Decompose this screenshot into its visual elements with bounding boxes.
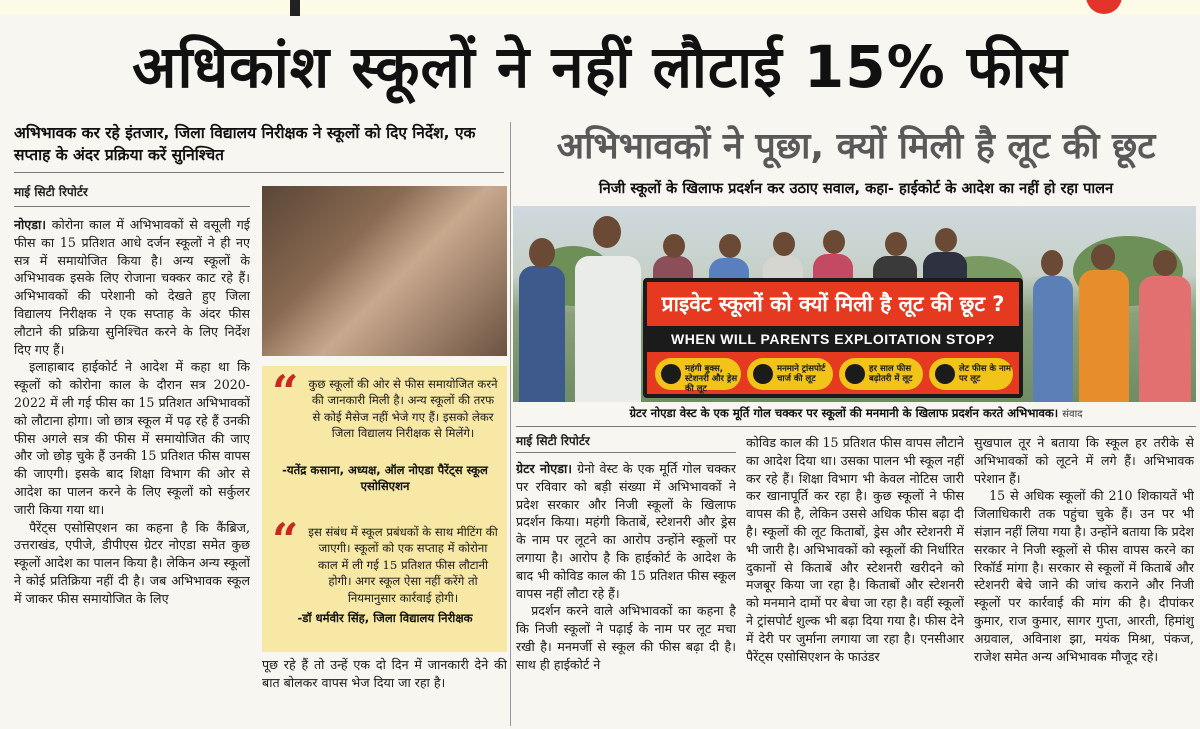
- left-article-continued: [262, 656, 507, 726]
- left-para-4: पूछ रहे हैं तो उन्हें एक दो दिन में जानकारी देने की बात बोलकर वापस भेज दिया जा रहा है।: [262, 657, 507, 690]
- banner-chip-text: लेट फीस के नाम पर लूट: [959, 364, 1011, 384]
- banner-chip: [929, 358, 1013, 390]
- quote-2-text: इस संबंध में स्कूल प्रबंधकों के साथ मीटिंग की जाएगी। स्कूलों को एक सप्ताह में कोरोना काल में ली गई 15 प्रतिशत फीस लौटानी होगी। अगर स्कूल ऐसा नहीं करेंगे तो नियमानुसार कार्रवाई होगी।: [308, 525, 498, 605]
- left-subheadline: अभिभावक कर रहे इंतजार, जिला विद्यालय निरीक्षक ने स्कूलों को दिए निर्देश, एक सप्ताह के अंदर प्रक्रिया करें सुनिश्चित: [14, 124, 476, 164]
- chip-icon: [753, 364, 773, 384]
- protester-head: [1153, 250, 1177, 276]
- caption-text: ग्रेटर नोएडा वेस्ट के एक मूर्ति गोल चक्कर पर स्कूलों की मनमानी के खिलाफ प्रदर्शन करते अभिभावक।: [629, 406, 1059, 420]
- right-para-3: कोविड काल की 15 प्रतिशत फीस वापस लौटाने का आदेश दिया था। उसका पालन भी स्कूल नहीं कर रहे हैं। शिक्षा विभाग भी केवल नोटिस जारी कर खानापूर्ति कर रहा है। कुछ स्कूलों ने फीस वापस की है, लेकिन उससे अधिक फीस बढ़ा दी है। स्कूलों की लूट किताबों, ड्रेस और स्टेशनरी में भी जारी है। अभिभावकों को स्कूलों की निर्धारित दुकानों से किताबें और स्टेशनरी खरीदने को मजबूर किया जा रहा है। किताबों और स्टेशनरी को मनमाने दामों पर बेचा जा रहा है। वहीं स्कूलों ने ट्रांसपोर्ट शुल्क भी बढ़ा दिया गया है। फीस देने में देरी पर जुर्माना लगाया जा रहा है। एनसीआर पैरेंट्स एसोसिएशन के फाउंडर: [746, 435, 964, 664]
- right-para-1: [516, 460, 736, 602]
- protester-head: [663, 234, 685, 258]
- protester-head: [773, 232, 795, 256]
- right-byline: माई सिटी रिपोर्टर: [516, 434, 590, 448]
- page-headline: अधिकांश स्कूलों ने नहीं लौटाई 15% फीस: [132, 33, 1068, 101]
- quote-mark-icon: “: [272, 365, 299, 419]
- protester-head: [593, 216, 621, 248]
- right-para-5: 15 से अधिक स्कूलों की 210 शिकायतें भी जिलाधिकारी तक पहुंचा चुके हैं। उन पर भी संज्ञान नहीं लिया गया है। उन्होंने बताया कि प्रदेश सरकार ने निजी स्कूलों से फीस वापस करने का रिकॉर्ड मांगा है। सरकार से स्कूलों में किताबें और स्टेशनरी बेचे जाने की जांच कराने और निजी स्कूलों पर कार्रवाई की मांग की है। दीपांकर कुमार, राज कुमार, सागर गुप्ता, आरती, हिमांशु अग्रवाल, अविनाश झा, मयंक मिश्रा, पंकज, राजेश समेत अन्य अभिभावक मौजूद रहे।: [974, 488, 1194, 664]
- column-divider: [510, 122, 511, 726]
- protester: [519, 266, 565, 402]
- chip-icon: [661, 364, 681, 384]
- chip-icon: [935, 364, 955, 384]
- quote-box: [262, 366, 507, 652]
- right-article-column-2: [746, 434, 964, 726]
- banner-chip: [839, 358, 923, 390]
- protester-head: [1091, 244, 1115, 270]
- caption-source: संवाद: [1062, 409, 1083, 420]
- right-article-column-3: [974, 434, 1194, 726]
- chip-icon: [845, 364, 865, 384]
- banner-chip: [655, 358, 741, 394]
- right-article-column-1: [516, 460, 736, 726]
- protester-head: [885, 232, 907, 256]
- protester: [1079, 270, 1129, 402]
- quote-2-attribution: -डॉ धर्मवीर सिंह, जिला विद्यालय निरीक्षक: [297, 611, 473, 625]
- right-para-4: सुखपाल तूर ने बताया कि स्कूल हर तरीके से अभिभावकों को लूटने में लगे हैं। अभिभावक परेशान हैं।: [974, 435, 1194, 486]
- banner-chip: [747, 358, 833, 390]
- quote-mark-icon: “: [272, 513, 299, 567]
- protester: [1139, 276, 1191, 402]
- quote-1-attribution: -यतेंद्र कसाना, अध्यक्ष, ऑल नोएडा पैरेंट्स स्कूल एसोसिएशन: [282, 463, 488, 493]
- protester-head: [529, 238, 555, 268]
- top-band: [0, 0, 1200, 14]
- protester-head: [719, 234, 741, 258]
- right-para-2: प्रदर्शन करने वाले अभिभावकों का कहना है कि निजी स्कूलों ने पढ़ाई के नाम पर लूट मचा रखी है। मनमर्जी से स्कूल की फीस बढ़ा दी है। साथ ही हाईकोर्ट ने: [516, 603, 736, 672]
- banner-chip-text: हर साल फीस बढ़ोतरी में लूट: [869, 364, 913, 384]
- quote-1-text: कुछ स्कूलों की ओर से फीस समायोजित करने की जानकारी मिली है। अन्य स्कूलों की तरफ से कोई मैसेज नहीं भेजे गए हैं। इसको लेकर जिला विद्यालय निरीक्षक से मिलेंगे।: [308, 377, 498, 441]
- protester-head: [1041, 250, 1063, 276]
- left-para-2: इलाहाबाद हाईकोर्ट ने आदेश में कहा था कि स्कूलों को कोरोना काल के दौरान सत्र 2020-2022 में ली गई फीस का 15 प्रतिशत अभिभावकों को लौटाना होगा। जो छात्र स्कूल में पढ़ रहे हैं उनकी फीस अगले सत्र की फीस में समायोजित की जाए और जो छोड़ चुके हैं उनकी 15 प्रतिशत फीस वापस की जाएगी। इसके बाद शिक्षा विभाग की ओर से आदेश का पालन करने के लिए स्कूलों को सर्कुलर जारी किया गया था।: [14, 359, 250, 517]
- right-subheadline: निजी स्कूलों के खिलाफ प्रदर्शन कर उठाए सवाल, कहा- हाईकोर्ट के आदेश का नहीं हो रहा पालन: [598, 180, 1114, 197]
- left-para-1-text: कोरोना काल में अभिभावकों से वसूली गई फीस का 15 प्रतिशत आधे दर्जन स्कूलों ने ही नए सत्र में समायोजित किया है। अन्य स्कूलों के अभिभावक इसके लिए रोजाना चक्कर काट रहे हैं। अभिभावकों की परेशानी को देखते हुए जिला विद्यालय निरीक्षक ने एक सप्ताह के अंदर फीस लौटाने की प्रक्रिया सुनिश्चित करने के लिए निर्देश दिए गए हैं।: [14, 217, 250, 357]
- right-headline: अभिभावकों ने पूछा, क्यों मिली है लूट की छूट: [556, 126, 1156, 167]
- banner-chip-text: मनमाने ट्रांसपोर्ट चार्ज की लूट: [777, 364, 826, 384]
- right-para-1-text: ग्रेनो वेस्ट के एक मूर्ति गोल चक्कर पर रविवार को बड़ी संख्या में अभिभावकों ने प्रदेश सरकार और निजी स्कूलों के खिलाफ प्रदर्शन किया। महंगी किताबें, स्टेशनरी और ड्रेस के नाम पर लूटने का आरोप उन्होंने स्कूलों पर लगाया है। आरोप है कि हाईकोर्ट के आदेश के बाद भी कोविड काल की 15 प्रतिशत फीस स्कूल वापस नहीं लौटा रहे हैं।: [516, 461, 736, 601]
- protest-banner: [643, 278, 1023, 398]
- protester-head: [823, 230, 845, 254]
- right-dateline: ग्रेटर नोएडा।: [516, 461, 573, 476]
- left-byline: माई सिटी रिपोर्टर: [14, 185, 88, 199]
- top-marker: [290, 0, 300, 16]
- protester: [575, 256, 641, 402]
- money-photo: [262, 186, 507, 356]
- protester: [1033, 276, 1073, 402]
- banner-english-text: WHEN WILL PARENTS EXPLOITATION STOP?: [671, 331, 995, 347]
- left-article-column-1: [14, 216, 250, 652]
- left-para-1: [14, 216, 250, 358]
- protest-photo: [513, 206, 1196, 402]
- left-subhead-rule: [14, 172, 504, 173]
- caption-rule: [516, 426, 1196, 427]
- protester-head: [935, 228, 957, 252]
- photo-caption: [516, 404, 1196, 424]
- left-dateline: नोएडा।: [14, 217, 46, 232]
- banner-chip-text: महंगी बुक्स, स्टेशनरी और ड्रेस की लूट: [685, 364, 738, 394]
- left-byline-rule: [14, 206, 250, 207]
- right-byline-rule: [516, 452, 736, 453]
- banner-title: प्राइवेट स्कूलों को क्यों मिली है लूट की छूट ?: [661, 292, 1005, 316]
- left-para-3: पैरेंट्स एसोसिएशन का कहना है कि कैंब्रिज, उत्तराखंड, एपीजे, डीपीएस ग्रेटर नोएडा समेत कुछ स्कूलों आदेश का पालन किया है। लेकिन अन्य स्कूलों ने कोई प्रतिक्रिया नहीं दी है। जब अभिभावक स्कूल में जाकर फीस समायोजित के लिए: [14, 519, 250, 606]
